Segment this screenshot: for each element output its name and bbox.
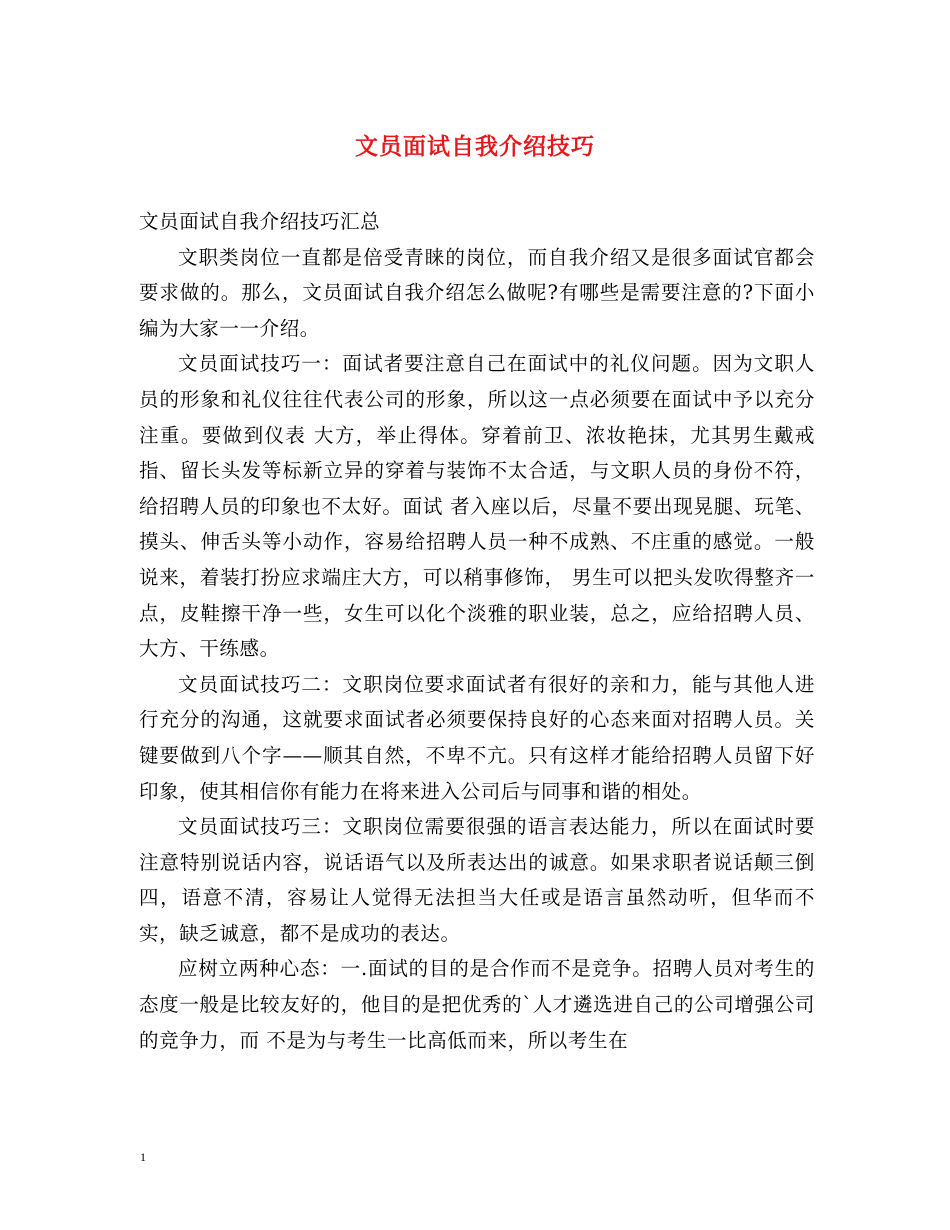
document-subtitle: 文员面试自我介绍技巧汇总 — [139, 210, 381, 233]
document-body — [139, 204, 815, 1058]
body-paragraph-tip-one: 文员面试技巧一：面试者要注意自己在面试中的礼仪问题。因为文职人员的形象和礼仪往往代表公司的形象，所以这一点必须要在面试中予以充分注重。要做到仪表 大方，举止得体。穿着前卫、浓妆艳抹，尤其男生戴戒指、留长头发等标新立异的穿着与装饰不太合适，与文职人员的身份不符，给招聘人员的印象也不太好。面试 者入座以后，尽量不要出现晃腿、玩笔、摸头、伸舌头等小动作，容易给招聘人员一种不成熟、不庄重的感觉。一般说来，着装打扮应求端庄大方，可以稍事修饰， 男生可以把头发吹得整齐一点，皮鞋擦干净一些，女生可以化个淡雅的职业装，总之，应给招聘人员、大方、干练感。 — [139, 352, 815, 661]
body-paragraph-mindset: 应树立两种心态：一.面试的目的是合作而不是竞争。招聘人员对考生的态度一般是比较友好的，他目的是把优秀的`人才遴选进自己的公司增强公司的竞争力，而 不是为与考生一比高低而来，所以考生在 — [139, 957, 815, 1052]
body-paragraph-intro: 文职类岗位一直都是倍受青睐的岗位，而自我介绍又是很多面试官都会要求做的。那么，文员面试自我介绍怎么做呢?有哪些是需要注意的?下面小编为大家一一介绍。 — [139, 245, 815, 340]
page-number: 1 — [140, 1150, 146, 1164]
document-title: 文员面试自我介绍技巧 — [355, 133, 595, 160]
body-paragraph-tip-three: 文员面试技巧三：文职岗位需要很强的语言表达能力，所以在面试时要注意特别说话内容，说话语气以及所表达出的诚意。如果求职者说话颠三倒四，语意不清，容易让人觉得无法担当大任或是语言虽然动听，但华而不实，缺乏诚意，都不是成功的表达。 — [139, 815, 815, 945]
body-paragraph-tip-two: 文员面试技巧二：文职岗位要求面试者有很好的亲和力，能与其他人进行充分的沟通，这就要求面试者必须要保持良好的心态来面对招聘人员。关键要做到八个字——顺其自然，不卑不亢。只有这样才能给招聘人员留下好印象，使其相信你有能力在将来进入公司后与同事和谐的相处。 — [139, 672, 815, 803]
